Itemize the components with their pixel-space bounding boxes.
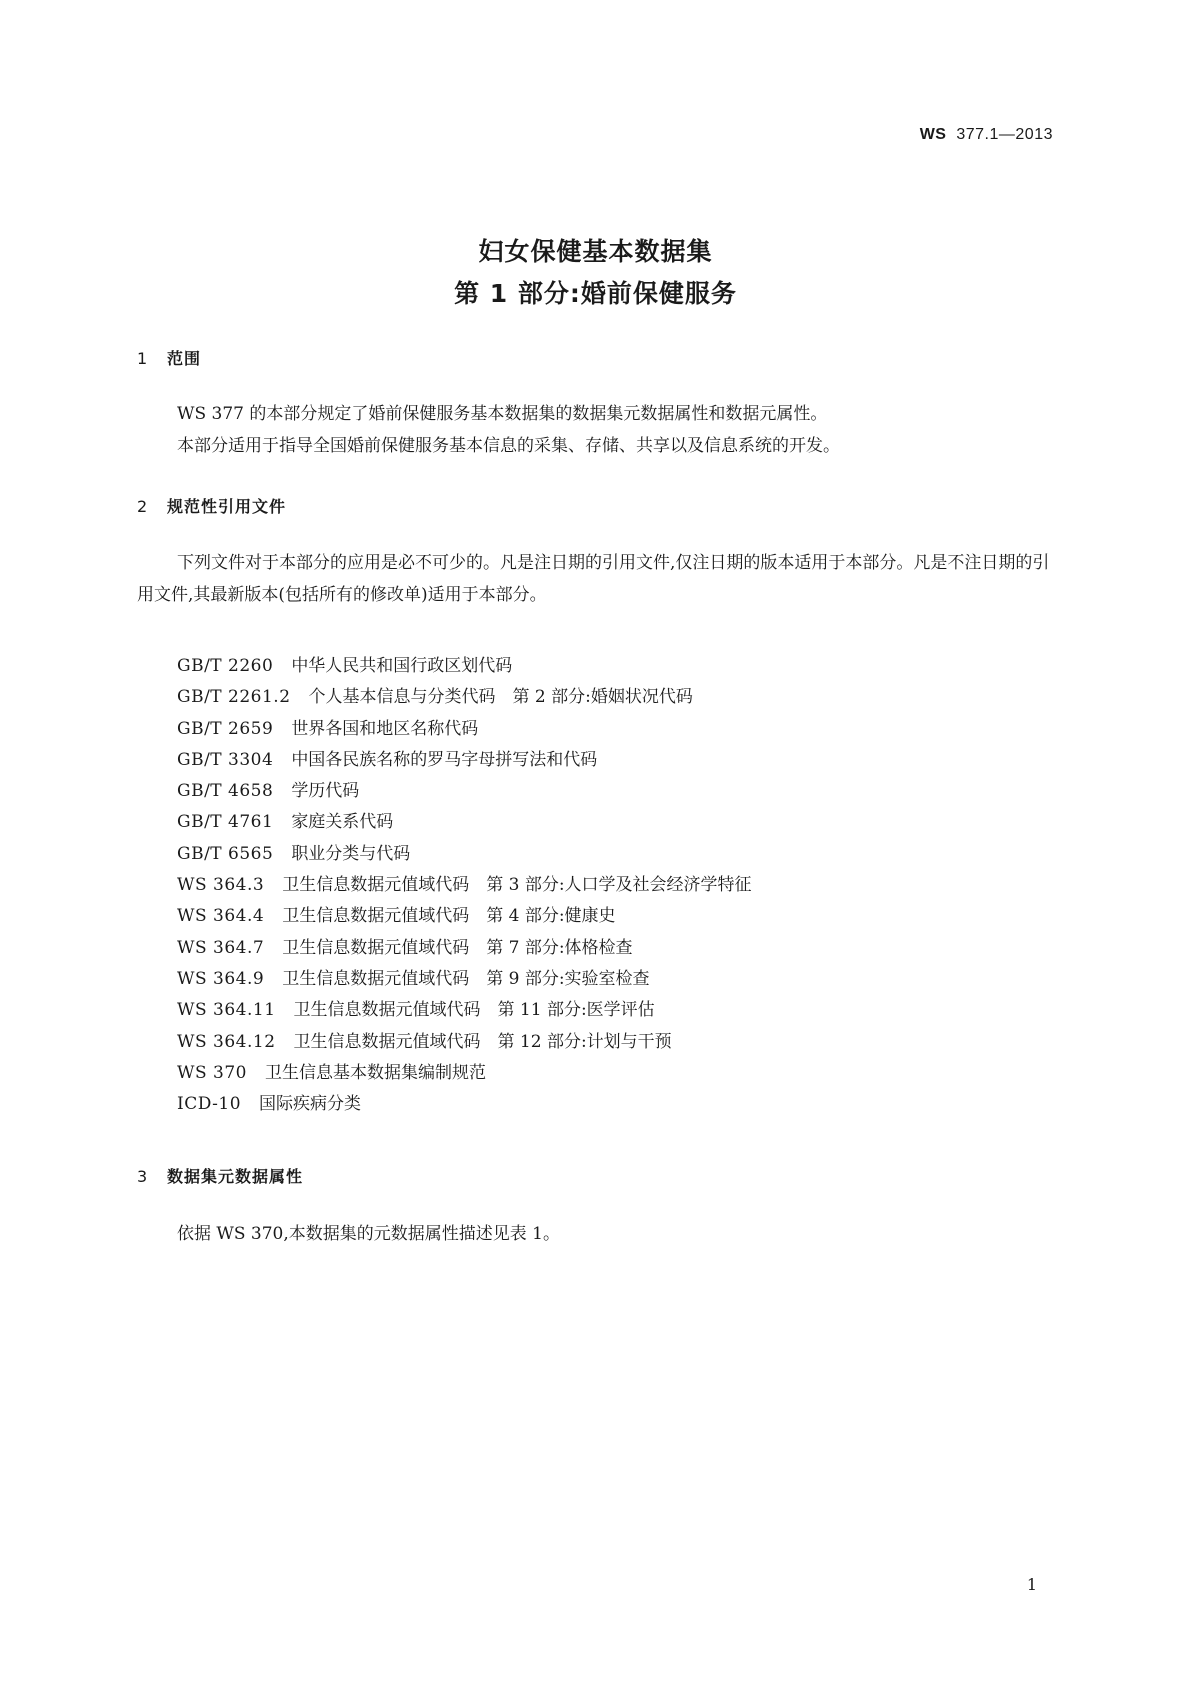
section-3-heading xyxy=(137,1164,303,1187)
document-title: 妇女保健基本数据集 xyxy=(478,237,713,266)
reference-item xyxy=(177,995,752,1026)
reference-code: GB/T 2659 xyxy=(177,718,274,739)
reference-item xyxy=(177,745,752,776)
standard-prefix: WS xyxy=(919,126,947,143)
reference-item xyxy=(177,682,752,713)
reference-title: 学历代码 xyxy=(291,781,360,802)
reference-item xyxy=(177,651,752,682)
section-number: 3 xyxy=(137,1167,149,1186)
reference-code: WS 364.11 xyxy=(177,1000,276,1021)
section-3-paragraph-1: 依据 WS 370,本数据集的元数据属性描述见表 1。 xyxy=(177,1224,560,1244)
reference-title: 中国各民族名称的罗马字母拼写法和代码 xyxy=(291,749,598,770)
reference-item xyxy=(177,1089,752,1120)
reference-item xyxy=(177,901,752,932)
reference-code: GB/T 4658 xyxy=(177,781,274,802)
reference-item xyxy=(177,807,752,838)
reference-code: WS 364.9 xyxy=(177,968,265,989)
section-number: 1 xyxy=(137,349,149,368)
document-subtitle: 第 1 部分:婚前保健服务 xyxy=(454,279,737,308)
reference-title: 卫生信息数据元值域代码 第 3 部分:人口学及社会经济学特征 xyxy=(282,875,752,896)
reference-title: 卫生信息数据元值域代码 第 11 部分:医学评估 xyxy=(293,1000,655,1021)
reference-item xyxy=(177,776,752,807)
reference-title: 个人基本信息与分类代码 第 2 部分:婚姻状况代码 xyxy=(308,687,693,708)
reference-item xyxy=(177,964,752,995)
standard-code xyxy=(920,126,1053,144)
reference-code: WS 364.3 xyxy=(177,875,265,896)
reference-list xyxy=(177,651,752,1120)
reference-code: WS 364.4 xyxy=(177,906,265,927)
reference-code: GB/T 3304 xyxy=(177,749,274,770)
reference-item xyxy=(177,1027,752,1058)
section-title: 规范性引用文件 xyxy=(167,497,287,516)
section-1-paragraph-2: 本部分适用于指导全国婚前保健服务基本信息的采集、存储、共享以及信息系统的开发。 xyxy=(177,436,840,456)
section-1-paragraph-1: WS 377 的本部分规定了婚前保健服务基本数据集的数据集元数据属性和数据元属性。 xyxy=(177,404,828,424)
reference-code: WS 364.7 xyxy=(177,937,265,958)
section-2-heading xyxy=(137,494,286,517)
reference-title: 卫生信息基本数据集编制规范 xyxy=(264,1062,486,1083)
section-title: 数据集元数据属性 xyxy=(167,1167,304,1186)
reference-title: 卫生信息数据元值域代码 第 7 部分:体格检查 xyxy=(282,937,633,958)
reference-title: 家庭关系代码 xyxy=(291,812,394,833)
reference-code: GB/T 2261.2 xyxy=(177,687,291,708)
section-2-paragraph-1: 下列文件对于本部分的应用是必不可少的。凡是注日期的引用文件,仅注日期的版本适用于本部分。凡是不注日期的引用文件,其最新版本(包括所有的修改单)适用于本部分。 xyxy=(137,553,1050,605)
page-number: 1 xyxy=(1026,1575,1037,1594)
reference-item xyxy=(177,1058,752,1089)
reference-code: WS 364.12 xyxy=(177,1031,276,1052)
reference-title: 职业分类与代码 xyxy=(291,843,411,864)
reference-code: WS 370 xyxy=(177,1062,247,1083)
reference-item xyxy=(177,870,752,901)
reference-title: 世界各国和地区名称代码 xyxy=(291,718,479,739)
reference-item xyxy=(177,839,752,870)
section-1-heading xyxy=(137,346,201,369)
reference-code: GB/T 4761 xyxy=(177,812,274,833)
section-number: 2 xyxy=(137,497,149,516)
reference-code: ICD-10 xyxy=(177,1094,242,1115)
reference-title: 国际疾病分类 xyxy=(259,1094,362,1115)
standard-number: 377.1—2013 xyxy=(956,126,1053,143)
reference-code: GB/T 2260 xyxy=(177,656,274,676)
reference-title: 卫生信息数据元值域代码 第 9 部分:实验室检查 xyxy=(282,968,650,989)
reference-item xyxy=(177,714,752,745)
section-title: 范围 xyxy=(167,349,202,368)
reference-item xyxy=(177,933,752,964)
reference-code: GB/T 6565 xyxy=(177,843,274,864)
reference-title: 卫生信息数据元值域代码 第 12 部分:计划与干预 xyxy=(293,1031,672,1052)
reference-title: 中华人民共和国行政区划代码 xyxy=(291,656,513,676)
reference-title: 卫生信息数据元值域代码 第 4 部分:健康史 xyxy=(282,906,616,927)
